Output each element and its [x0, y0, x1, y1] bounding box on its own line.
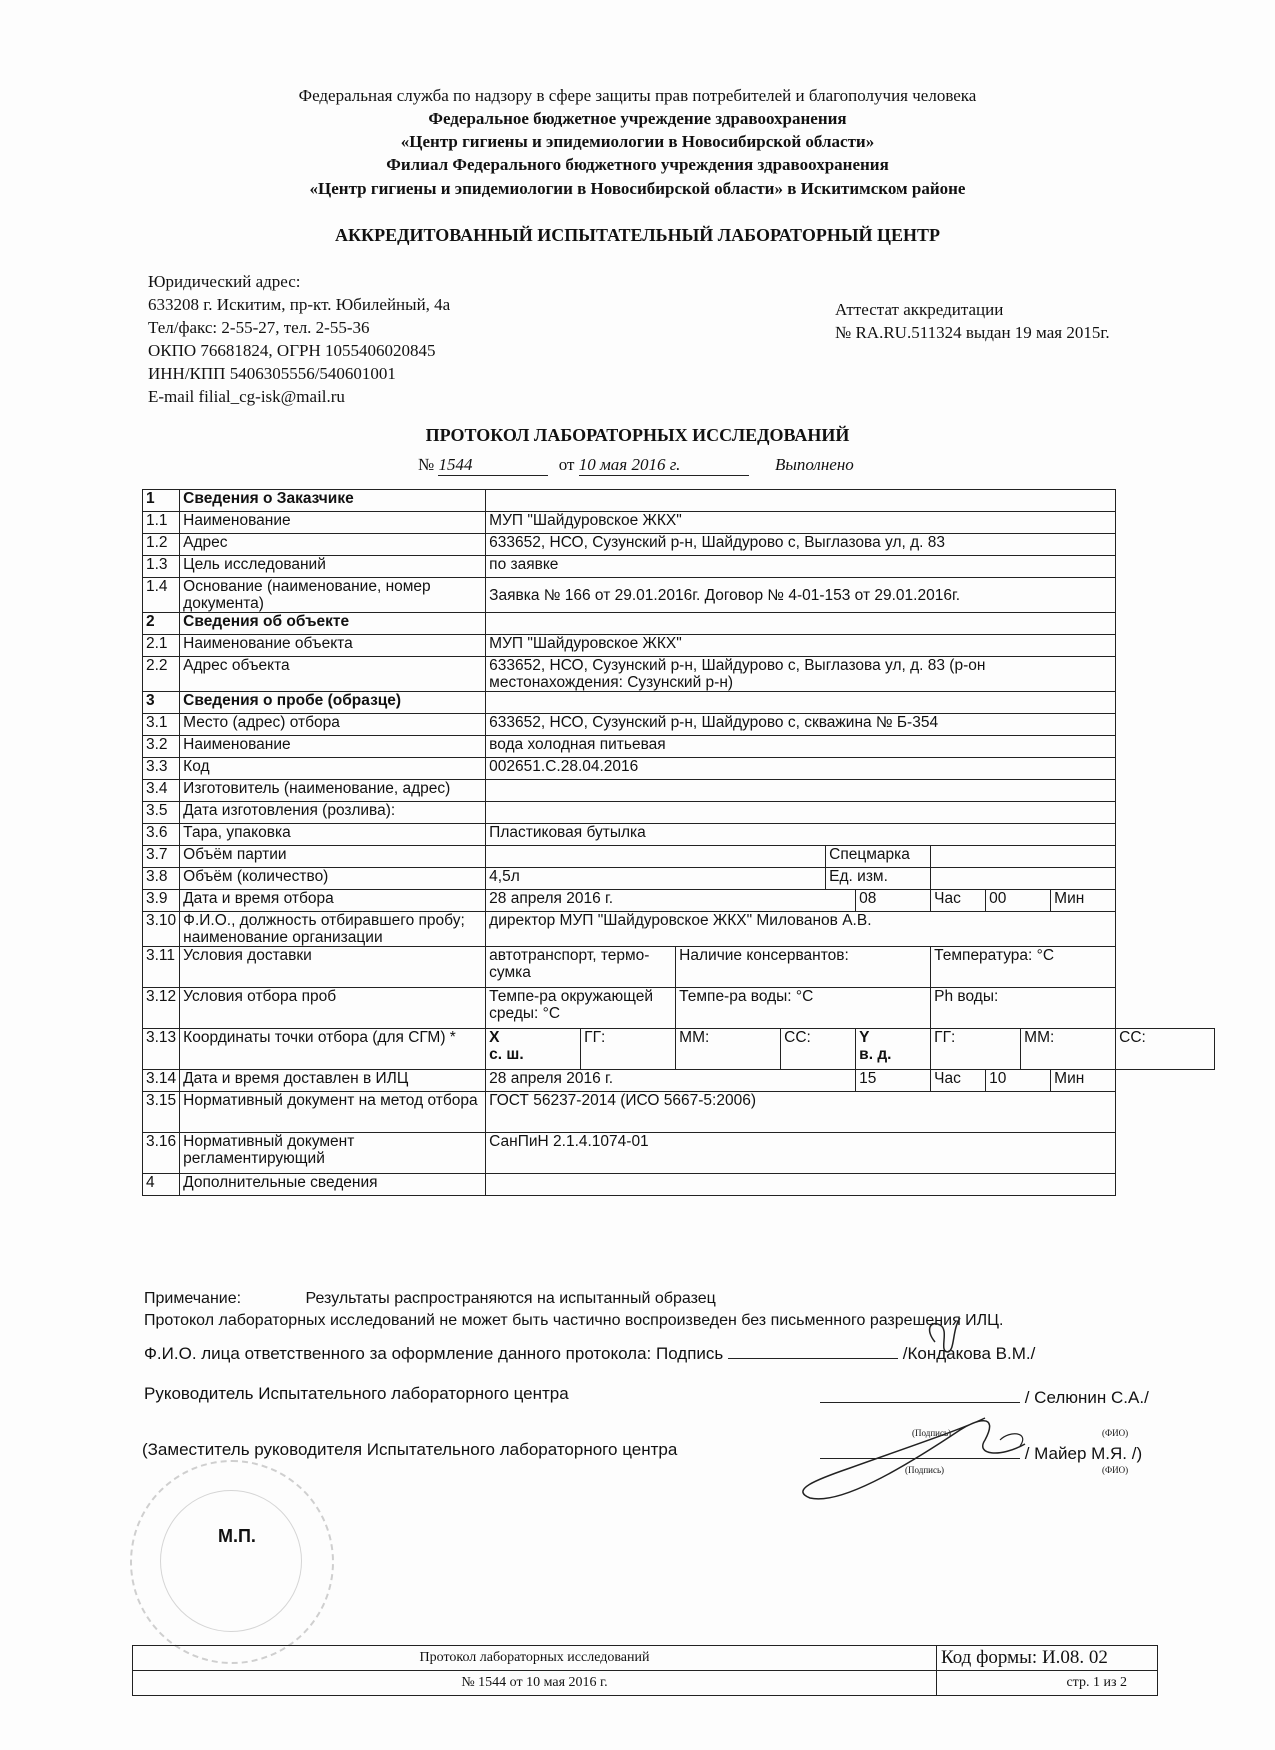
row-label: Дата и время доставлен в ИЛЦ: [180, 1070, 486, 1092]
row-label: Адрес: [180, 534, 486, 556]
deputy-name: / Майер М.Я. /): [1024, 1444, 1143, 1463]
head-name: / Селюнин С.А./: [1024, 1388, 1149, 1407]
row-number: 3.2: [143, 736, 180, 758]
protocol-status: Выполнено: [774, 455, 854, 474]
address-inn: ИНН/КПП 5406305556/540601001: [148, 364, 396, 383]
coord-x-deg: ГГ:: [581, 1029, 676, 1070]
responsible-label: Ф.И.О. лица ответственного за оформление данного протокола: Подпись: [144, 1344, 724, 1363]
protocol-number: 1544: [438, 455, 548, 476]
row-number: 3.1: [143, 714, 180, 736]
branch-name: «Центр гигиены и эпидемиологии в Новосибирской области» в Искитимском районе: [309, 179, 966, 198]
row-number: 2.1: [143, 635, 180, 657]
row-value: МУП "Шайдуровское ЖКХ": [486, 635, 1116, 657]
row-label: Координаты точки отбора (для СГМ) *: [180, 1029, 486, 1070]
row-number: 3: [143, 692, 180, 714]
row-label: Наименование объекта: [180, 635, 486, 657]
preservatives-label: Наличие консервантов:: [676, 947, 931, 988]
address-phone: Тел/факс: 2-55-27, тел. 2-55-36: [148, 318, 370, 337]
address-okpo: ОКПО 76681824, ОГРН 1055406020845: [148, 341, 436, 360]
row-label: Ф.И.О., должность отбиравшего пробу; наименование организации: [180, 912, 486, 947]
row-value: СанПиН 2.1.4.1074-01: [486, 1133, 1116, 1174]
row-number: 1.3: [143, 556, 180, 578]
row-number: 3.12: [143, 988, 180, 1029]
institution-name: «Центр гигиены и эпидемиологии в Новосибирской области»: [400, 132, 875, 151]
row-number: 3.4: [143, 780, 180, 802]
row-value: автотранспорт, термо-сумка: [486, 947, 676, 988]
row-value: директор МУП "Шайдуровское ЖКХ" Милованов А.В.: [486, 912, 1116, 947]
row-number: 2.2: [143, 657, 180, 692]
temperature-label: Температура: °С: [931, 947, 1116, 988]
row-number: 4: [143, 1174, 180, 1196]
footer-protocol-number: № 1544 от 10 мая 2016 г.: [133, 1671, 937, 1696]
row-label: Объём партии: [180, 846, 486, 868]
protocol-date: 10 мая 2016 г.: [579, 455, 749, 476]
footer-title: Протокол лабораторных исследований: [133, 1646, 937, 1671]
protocol-title: ПРОТОКОЛ ЛАБОРАТОРНЫХ ИССЛЕДОВАНИЙ: [425, 425, 850, 445]
row-label: Дополнительные сведения: [180, 1174, 486, 1196]
branch-line: Филиал Федерального бюджетного учреждения здравоохранения: [386, 155, 889, 174]
fio-caption-top: (ФИО): [1102, 1428, 1129, 1438]
row-number: 3.14: [143, 1070, 180, 1092]
sig-caption-top: (Подпись): [912, 1428, 952, 1438]
institution-line: Федеральное бюджетное учреждение здравоохранения: [428, 109, 847, 128]
note-reproduction: Протокол лабораторных исследований не может быть частично воспроизведен без письменного разрешения ИЛЦ.: [144, 1312, 1004, 1329]
row-number: 1.1: [143, 512, 180, 534]
address-street: 633208 г. Искитим, пр-кт. Юбилейный, 4а: [148, 295, 451, 314]
env-temp-label: Темпе-ра окружающей среды: °С: [486, 988, 676, 1029]
seal-mark: М.П.: [218, 1526, 256, 1546]
accreditation-number: № RA.RU.511324 выдан 19 мая 2015г.: [835, 323, 1110, 342]
hour-unit: Час: [931, 1070, 986, 1092]
row-extra-label: Спецмарка: [826, 846, 931, 868]
row-number: 1: [143, 490, 180, 512]
note-label: Примечание:: [144, 1290, 242, 1307]
note-text: Результаты распространяются на испытанный образец: [305, 1290, 716, 1307]
row-number: 3.5: [143, 802, 180, 824]
row-value: ГОСТ 56237-2014 (ИСО 5667-5:2006): [486, 1092, 1116, 1133]
coord-y-sub: в. д.: [859, 1046, 892, 1063]
number-prefix: №: [418, 455, 435, 474]
row-number: 3.8: [143, 868, 180, 890]
row-value: 002651.С.28.04.2016: [486, 758, 1116, 780]
minute-unit: Мин: [1051, 890, 1116, 912]
row-number: 3.16: [143, 1133, 180, 1174]
row-number: 3.6: [143, 824, 180, 846]
row-value: 633652, НСО, Сузунский р-н, Шайдурово с, скважина № Б-354: [486, 714, 1116, 736]
row-value: Заявка № 166 от 29.01.2016г. Договор № 4-01-153 от 29.01.2016г.: [486, 578, 1116, 613]
footer-page: стр. 1 из 2: [937, 1671, 1158, 1696]
row-label: Нормативный документ регламентирующий: [180, 1133, 486, 1174]
coord-y-deg: ГГ:: [931, 1029, 1021, 1070]
row-label: Дата изготовления (розлива):: [180, 802, 486, 824]
delivery-hour: 15: [856, 1070, 931, 1092]
coord-x-sec: СС:: [781, 1029, 856, 1070]
head-label: Руководитель Испытательного лабораторного центра: [144, 1384, 569, 1403]
section-title: Сведения о пробе (образце): [180, 692, 486, 714]
row-extra-label: Ед. изм.: [826, 868, 931, 890]
coord-y-min: ММ:: [1021, 1029, 1116, 1070]
row-number: 3.10: [143, 912, 180, 947]
sampling-date: 28 апреля 2016 г.: [486, 890, 856, 912]
row-label: Основание (наименование, номер документа): [180, 578, 486, 613]
footer-table: [132, 1645, 1158, 1696]
coord-y: Y: [859, 1029, 870, 1046]
fio-caption-bottom: (ФИО): [1102, 1465, 1129, 1475]
row-label: Изготовитель (наименование, адрес): [180, 780, 486, 802]
row-number: 3.7: [143, 846, 180, 868]
row-label: Тара, упаковка: [180, 824, 486, 846]
accreditation-label: Аттестат аккредитации: [835, 300, 1004, 319]
row-number: 2: [143, 613, 180, 635]
row-label: Условия доставки: [180, 947, 486, 988]
footer-form-code: Код формы: И.08. 02: [937, 1646, 1158, 1671]
row-label: Дата и время отбора: [180, 890, 486, 912]
row-label: Код: [180, 758, 486, 780]
delivery-minute: 10: [986, 1070, 1051, 1092]
section-title: Сведения о Заказчике: [180, 490, 486, 512]
row-number: 1.4: [143, 578, 180, 613]
row-number: 3.3: [143, 758, 180, 780]
sampling-hour: 08: [856, 890, 931, 912]
row-label: Цель исследований: [180, 556, 486, 578]
row-value: вода холодная питьевая: [486, 736, 1116, 758]
seal-stamp-inner: [160, 1490, 302, 1632]
coord-x-min: ММ:: [676, 1029, 781, 1070]
ph-label: Ph воды:: [931, 988, 1116, 1029]
coord-y-sec: СС:: [1116, 1029, 1215, 1070]
hour-unit: Час: [931, 890, 986, 912]
row-value: 633652, НСО, Сузунский р-н, Шайдурово с, Выглазова ул, д. 83 (р-он местонахождения: Сузунский р-н): [486, 657, 1116, 692]
row-label: Наименование: [180, 512, 486, 534]
date-prefix: от: [558, 455, 575, 474]
coord-x-sub: с. ш.: [489, 1046, 524, 1063]
agency-line: Федеральная служба по надзору в сфере защиты прав потребителей и благополучия человека: [298, 86, 977, 105]
row-number: 3.15: [143, 1092, 180, 1133]
address-label: Юридический адрес:: [148, 272, 301, 291]
lab-center-title: АККРЕДИТОВАННЫЙ ИСПЫТАТЕЛЬНЫЙ ЛАБОРАТОРНЫЙ ЦЕНТР: [334, 225, 941, 245]
row-label: Место (адрес) отбора: [180, 714, 486, 736]
row-value: по заявке: [486, 556, 1116, 578]
responsible-name: /Кондакова В.М./: [902, 1344, 1036, 1363]
row-label: Нормативный документ на метод отбора: [180, 1092, 486, 1133]
coord-x: X: [489, 1029, 500, 1046]
delivery-date: 28 апреля 2016 г.: [486, 1070, 856, 1092]
section-title: Сведения об объекте: [180, 613, 486, 635]
sig-caption-bottom: (Подпись): [905, 1465, 945, 1475]
deputy-label: (Заместитель руководителя Испытательного лабораторного центра: [142, 1440, 678, 1459]
row-value: 633652, НСО, Сузунский р-н, Шайдурово с, Выглазова ул, д. 83: [486, 534, 1116, 556]
row-number: 3.11: [143, 947, 180, 988]
row-value: 4,5л: [486, 868, 826, 890]
address-email: E-mail filial_cg-isk@mail.ru: [148, 387, 345, 406]
row-label: Условия отбора проб: [180, 988, 486, 1029]
row-number: 3.9: [143, 890, 180, 912]
row-number: 1.2: [143, 534, 180, 556]
row-label: Адрес объекта: [180, 657, 486, 692]
minute-unit: Мин: [1051, 1070, 1116, 1092]
row-value: Пластиковая бутылка: [486, 824, 1116, 846]
row-label: Объём (количество): [180, 868, 486, 890]
row-value: МУП "Шайдуровское ЖКХ": [486, 512, 1116, 534]
row-number: 3.13: [143, 1029, 180, 1070]
row-label: Наименование: [180, 736, 486, 758]
sampling-minute: 00: [986, 890, 1051, 912]
water-temp-label: Темпе-ра воды: °С: [676, 988, 931, 1029]
